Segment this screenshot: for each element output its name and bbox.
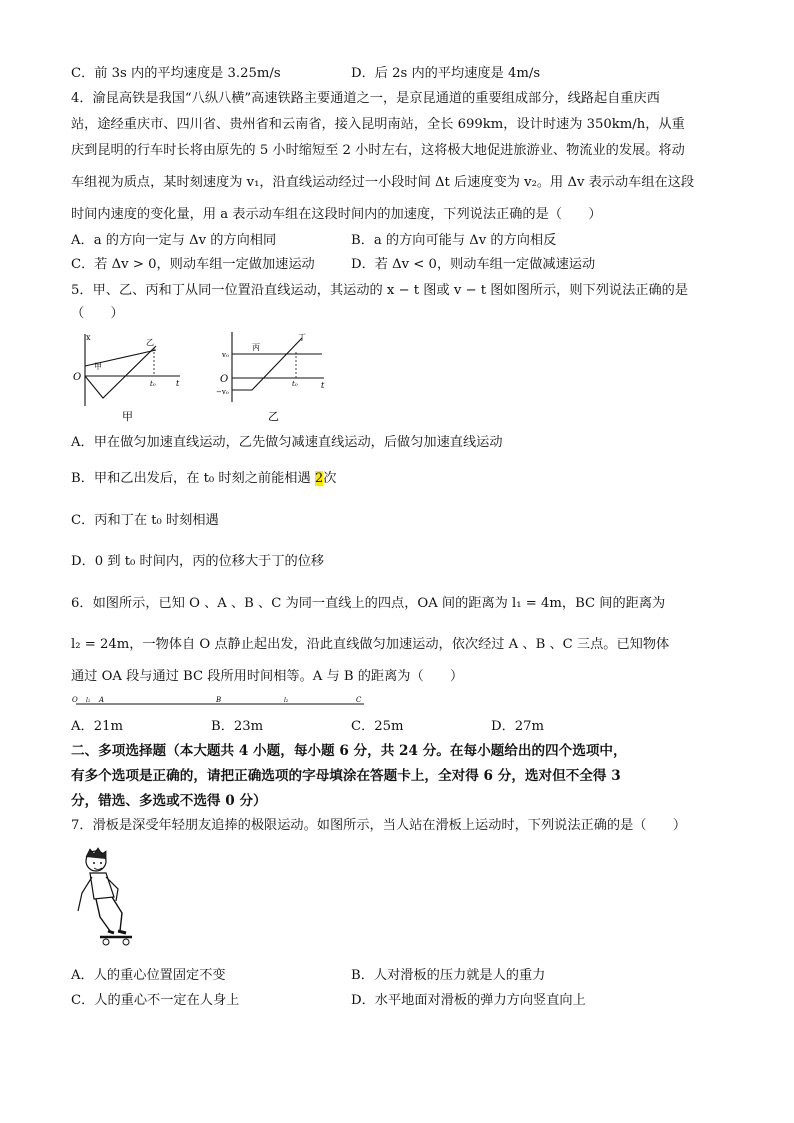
section2-heading-line1: 二、多项选择题（本大题共 4 小题，每小题 6 分，共 24 分。在每小题给出的四个选项中， [71,743,627,759]
q6-line-figure [72,693,372,709]
q7-option-a: A．人的重心位置固定不变 [71,968,226,983]
q4-option-d: D．若 Δv < 0，则动车组一定做减速运动 [351,257,596,272]
q5-option-d: D．0 到 t₀ 时间内，丙的位移大于丁的位移 [71,554,325,569]
q6-point-a: A [99,696,105,704]
q5-stem-line1: 5．甲、乙、丙和丁从同一位置沿直线运动，其运动的 x − t 图或 v − t 图如图所示，则下列说法正确的是 [71,283,689,298]
q5-option-b-highlight: 2 [314,471,324,486]
q5-fig2-origin: O [220,374,229,385]
q6-option-a: A．21m [71,719,123,734]
q5-fig1-label-yi: 乙 [146,338,154,347]
q7-option-c: C．人的重心不一定在人身上 [71,993,240,1008]
q5-fig1-origin: O [73,372,82,383]
q5-option-c: C．丙和丁在 t₀ 时刻相遇 [71,513,219,528]
q5-fig2-label-ding: 丁 [298,333,306,342]
q5-fig2-caption: 乙 [268,410,279,423]
q5-fig2-label-bing: 丙 [252,343,260,352]
q5-option-b [71,470,336,488]
q6-point-o: O [72,696,78,704]
section2-heading-line2: 有多个选项是正确的，请把正确选项的字母填涂在答题卡上，全对得 6 分，选对但不全得 3 [71,768,621,784]
q4-stem-line5: 时间内速度的变化量，用 a 表示动车组在这段时间内的加速度，下列说法正确的是（ ） [71,207,602,222]
q6-option-d: D．27m [491,719,545,734]
q6-option-b: B．23m [211,719,264,734]
q5-fig1-t-label: t [176,379,180,388]
q4-option-c: C．若 Δv > 0，则动车组一定做加速运动 [71,257,315,272]
q6-stem-line3: 通过 OA 段与通过 BC 段所用时间相等。A 与 B 的距离为（ ） [71,669,464,684]
q7-stem-line1: 7．滑板是深受年轻朋友追捧的极限运动。如图所示，当人站在滑板上运动时，下列说法正确的是（ ） [71,818,687,833]
q7-option-b: B．人对滑板的压力就是人的重力 [351,968,546,983]
q5-figure-jia [70,328,190,426]
q5-fig2-t0-label: t₀ [292,380,298,388]
q4-stem-line2: 站，途经重庆市、四川省、贵州省和云南省，接入昆明南站，全长 699km，设计时速为 350km/h，从重 [71,117,685,132]
q5-fig1-y-label: x [86,333,91,342]
q5-fig1-line-yi [85,346,156,398]
q4-stem-line1: 4．渝昆高铁是我国“八纵八横”高速铁路主要通道之一，是京昆通道的重要组成部分，线路起自重庆西 [71,91,660,106]
skateboarder-illustration [72,845,140,953]
q3-option-d: D．后 2s 内的平均速度是 4m/s [351,66,541,81]
q7-option-d: D．水平地面对滑板的弹力方向竖直向上 [351,993,586,1008]
q4-option-a: A．a 的方向一定与 Δv 的方向相同 [71,233,277,248]
q6-label-l1: l₁ [86,697,91,704]
q6-label-l2: l₂ [284,697,289,704]
q5-stem-line2: （ ） [71,306,124,321]
q5-fig1-caption: 甲 [122,410,133,423]
q6-point-c: C [356,696,362,704]
q3-option-c: C．前 3s 内的平均速度是 3.25m/s [71,66,281,81]
q4-stem-line3: 庆到昆明的行车时长将由原先的 5 小时缩短至 2 小时左右，这将极大地促进旅游业、物流业的发展。将动 [71,143,685,158]
q6-stem-line2: l₂ = 24m，一物体自 O 点静止起出发，沿此直线做匀加速运动，依次经过 A 、B 、C 三点。已知物体 [71,637,670,652]
q4-option-b: B．a 的方向可能与 Δv 的方向相反 [351,233,557,248]
q5-fig2-t-label: t [321,381,325,390]
q5-option-a: A．甲在做匀加速直线运动，乙先做匀减速直线运动，后做匀加速直线运动 [71,435,503,450]
q5-fig2-v0-label: v₀ [222,351,229,359]
q6-stem-line1: 6．如图所示，已知 O 、A 、B 、C 为同一直线上的四点，OA 间的距离为 l₁ = 4m，BC 间的距离为 [71,596,666,611]
q5-option-b-suffix: 次 [323,471,337,486]
q6-option-c: C．25m [351,719,404,734]
q5-fig1-t0-label: t₀ [150,380,156,388]
q5-option-b-text: B．甲和乙出发后，在 t₀ 时刻之前能相遇 [71,471,315,486]
q5-figure-yi [212,328,332,426]
q5-fig1-label-jia: 甲 [94,362,102,371]
q4-stem-line4: 车组视为质点，某时刻速度为 v₁，沿直线运动经过一小段时间 Δt 后速度变为 v₂。用 Δv 表示动车组在这段 [71,175,695,190]
q6-point-b: B [216,696,222,704]
q5-fig2-neg-v0-label: −v₀ [216,388,229,396]
section2-heading-line3: 分，错选、多选或不选得 0 分） [71,793,267,809]
